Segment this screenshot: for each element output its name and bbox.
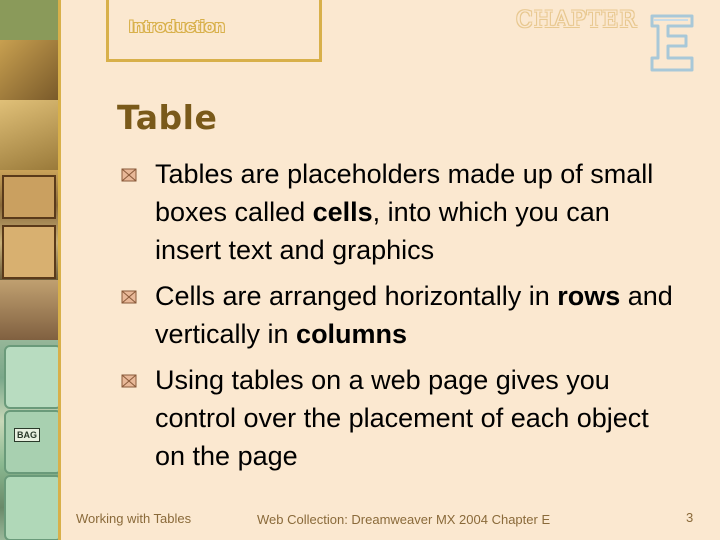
jar-image (4, 345, 58, 409)
bullet-item: Using tables on a web page gives you control over the placement of each object on the page (120, 361, 680, 475)
chapter-watermark: CHAPTER (516, 8, 638, 33)
section-label: Introduction (129, 17, 225, 36)
bullet-icon (121, 290, 137, 304)
slide-title: Table (117, 98, 218, 137)
cabinet-image (2, 175, 56, 219)
divider (58, 0, 61, 540)
footer-left-text: Working with Tables (76, 511, 192, 526)
bullet-list (120, 155, 680, 483)
term-rows: rows (557, 281, 621, 311)
term-cells: cells (312, 197, 373, 227)
chapter-letter-icon (648, 8, 696, 76)
footer-center-text: Web Collection: Dreamweaver MX 2004 Chapter E (257, 512, 551, 527)
term-columns: columns (296, 319, 408, 349)
jar-label: BAG (14, 428, 40, 442)
jar-image (4, 410, 58, 474)
bullet-item: Tables are placeholders made up of small boxes called cells, into which you can insert text and graphics (120, 155, 680, 269)
jar-image (4, 475, 58, 540)
bullet-item: Cells are arranged horizontally in rows and vertically in columns (120, 277, 680, 353)
decorative-photo-strip (0, 0, 58, 540)
bullet-icon (121, 374, 137, 388)
bullet-icon (121, 168, 137, 182)
cabinet-image (2, 225, 56, 279)
page-number: 3 (686, 510, 694, 525)
